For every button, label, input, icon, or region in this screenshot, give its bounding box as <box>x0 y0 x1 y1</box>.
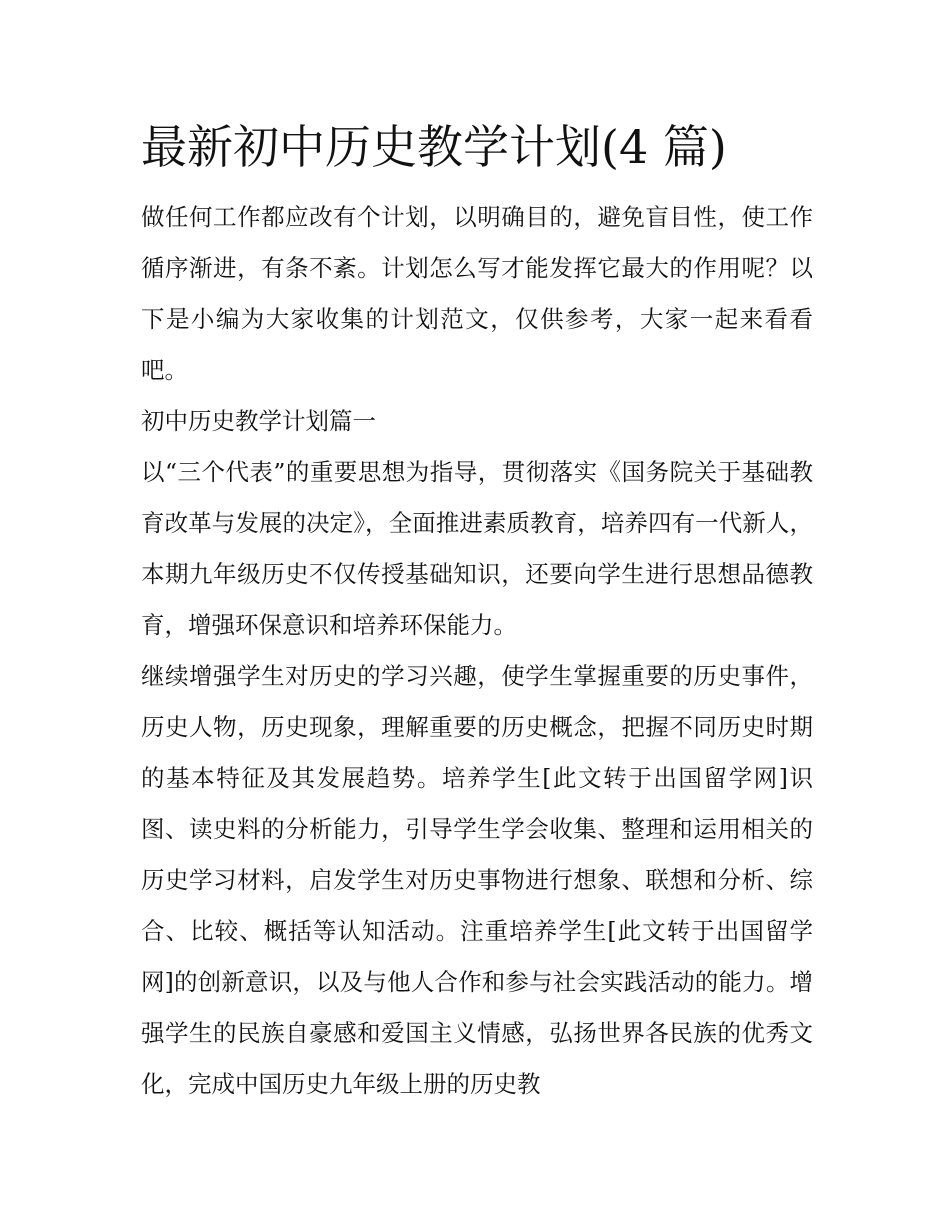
document-title: 最新初中历史教学计划(4 篇) <box>141 120 727 174</box>
section-heading: 初中历史教学计划篇一 <box>141 407 376 435</box>
intro-paragraph: 做任何工作都应改有个计划，以明确目的，避免盲目性，使工作循序渐进，有条不紊。计划怎么写才能发挥它最大的作用呢？以下是小编为大家收集的计划范文，仅供参考，大家一起来看看吧。 <box>141 203 813 384</box>
teaching-goals-paragraph: 继续增强学生对历史的学习兴趣，使学生掌握重要的历史事件，历史人物，历史现象，理解重要的历史概念，把握不同历史时期的基本特征及其发展趋势。培养学生[此文转于出国留学网]识图、读史料的分析能力，引导学生学会收集、整理和运用相关的历史学习材料，启发学生对历史事物进行想象、联想和分析、综合、比较、概括等认知活动。注重培养学生[此文转于出国留学网]的创新意识，以及与他人合作和参与社会实践活动的能力。增强学生的民族自豪感和爱国主义情感，弘扬世界各民族的优秀文化，完成中国历史九年级上册的历史教 <box>141 662 813 1098</box>
document-body <box>141 112 813 1110</box>
guiding-principle-paragraph: 以“三个代表”的重要思想为指导，贯彻落实《国务院关于基础教育改革与发展的决定》，全面推进素质教育，培养四有一代新人，本期九年级历史不仅传授基础知识，还要向学生进行思想品德教育，增强环保意识和培养环保能力。 <box>141 458 813 639</box>
